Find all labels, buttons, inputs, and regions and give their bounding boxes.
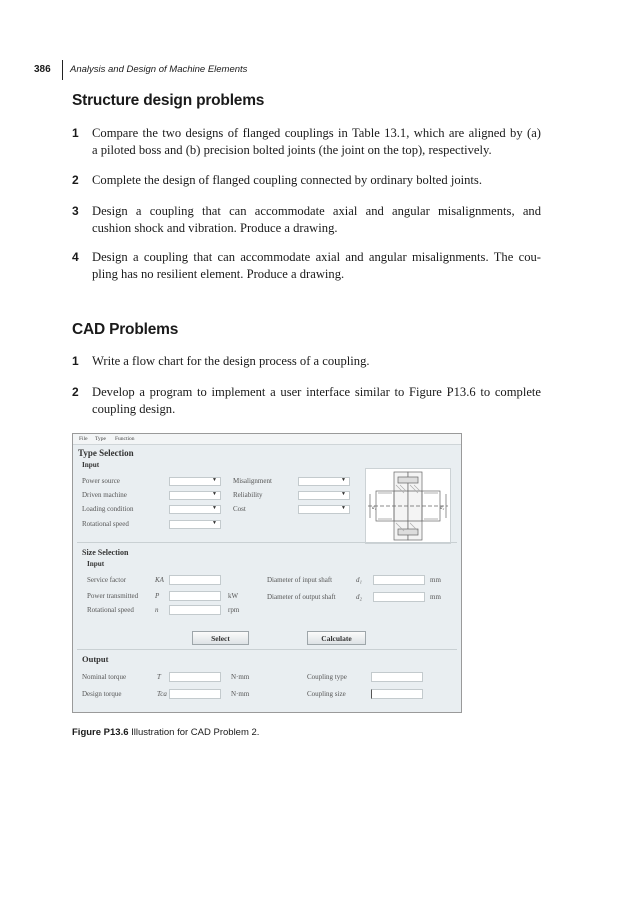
problem-line: cushion shock and vibration. Produce a drawing. [92,221,338,235]
problem-line: pling has no resilient element. Produce a drawing. [92,267,345,281]
speed-symbol: n [155,606,159,614]
figure-caption-text: Illustration for CAD Problem 2. [131,727,260,738]
coupling-size-output [371,689,423,699]
coupling-type-output [371,672,423,682]
d2-symbol: d₂ [356,593,362,601]
power-transmitted-label: Power transmitted [87,592,139,600]
d1-symbol: d₁ [356,576,362,584]
misalignment-dropdown[interactable]: ▼ [298,477,350,486]
misalignment-label: Misalignment [233,477,272,485]
section-divider [77,649,457,650]
design-torque-label: Design torque [82,690,122,698]
cost-label: Cost [233,505,246,513]
power-unit: kW [228,592,239,600]
menu-type[interactable]: Type [95,436,106,442]
rotational-speed-size-label: Rotational speed [87,606,134,614]
design-torque-output [169,689,221,699]
problem-number: 2 [72,385,79,399]
figure-caption [72,727,259,738]
type-selection-title: Type Selection [78,448,134,458]
menu-bar [73,434,461,445]
problem-line: Complete the design of flanged coupling connected by ordinary bolted joints. [92,173,482,187]
menu-file[interactable]: File [79,436,88,442]
problem-item [72,172,542,189]
problem-line: Design a coupling that can accommodate axial and angular misalignments. The cou- [92,250,541,264]
section-divider [77,542,457,543]
input-shaft-diameter-label: Diameter of input shaft [267,576,333,584]
nominal-torque-unit: N·mm [231,673,250,681]
driven-machine-dropdown[interactable]: ▼ [169,491,221,500]
problem-item [72,249,542,283]
rotational-speed-input[interactable] [169,605,221,615]
problem-number: 1 [72,126,79,140]
d2-unit: mm [430,593,441,601]
rotational-speed-label: Rotational speed [82,520,129,528]
problem-number: 4 [72,250,79,264]
torque-symbol: T [157,673,161,681]
loading-condition-label: Loading condition [82,505,134,513]
driven-machine-label: Driven machine [82,491,127,499]
problem-line: Compare the two designs of flanged couplings in Table 13.1, which are aligned by (a) [92,126,541,140]
nominal-torque-output [169,672,221,682]
problem-number: 1 [72,354,79,368]
design-torque-symbol: Tca [157,690,167,698]
problem-item [72,203,542,237]
power-source-label: Power source [82,477,120,485]
input-shaft-diameter-input[interactable] [373,575,425,585]
running-title: Analysis and Design of Machine Elements [70,64,248,75]
problem-item [72,353,542,370]
size-input-label: Input [87,560,105,568]
problem-item [72,384,542,418]
header-rule [62,60,63,80]
d1-label: d₁ [372,506,377,511]
d1-unit: mm [430,576,441,584]
problem-line: coupling design. [92,402,176,416]
flanged-coupling-drawing [366,469,450,543]
design-torque-unit: N·mm [231,690,250,698]
output-shaft-diameter-label: Diameter of output shaft [267,593,336,601]
coupling-design-ui-figure [72,433,462,713]
power-symbol: P [155,592,160,600]
section-title-structure: Structure design problems [72,92,265,109]
reliability-label: Reliability [233,491,263,499]
section-title-cad: CAD Problems [72,321,179,338]
select-button[interactable]: Select [192,631,249,645]
problem-item [72,125,542,159]
power-source-dropdown[interactable]: ▼ [169,477,221,486]
type-input-label: Input [82,461,100,469]
problem-line: Write a flow chart for the design process of a coupling. [92,354,370,368]
service-factor-label: Service factor [87,576,127,584]
page-number: 386 [34,64,51,75]
cost-dropdown[interactable]: ▼ [298,505,350,514]
output-shaft-diameter-input[interactable] [373,592,425,602]
nominal-torque-label: Nominal torque [82,673,127,681]
problem-line: Develop a program to implement a user interface similar to Figure P13.6 to complete [92,385,541,399]
menu-function[interactable]: Function [115,436,135,442]
calculate-button[interactable]: Calculate [307,631,366,645]
problem-number: 2 [72,173,79,187]
coupling-drawing [365,468,451,544]
loading-condition-dropdown[interactable]: ▼ [169,505,221,514]
rotational-speed-dropdown[interactable]: ▼ [169,520,221,529]
coupling-type-label: Coupling type [307,673,347,681]
problem-number: 3 [72,204,79,218]
output-title: Output [82,654,109,664]
d2-label: d₂ [440,506,445,511]
service-factor-symbol: KA [155,576,164,584]
figure-caption-label: Figure P13.6 [72,727,129,738]
speed-unit: rpm [228,606,240,614]
problem-line: a piloted boss and (b) precision bolted joints (the joint on the top), respectively. [92,143,492,157]
power-transmitted-input[interactable] [169,591,221,601]
coupling-size-label: Coupling size [307,690,346,698]
reliability-dropdown[interactable]: ▼ [298,491,350,500]
problem-line: Design a coupling that can accommodate axial and angular misalignments, and [92,204,541,218]
service-factor-input[interactable] [169,575,221,585]
size-selection-title: Size Selection [82,548,129,557]
